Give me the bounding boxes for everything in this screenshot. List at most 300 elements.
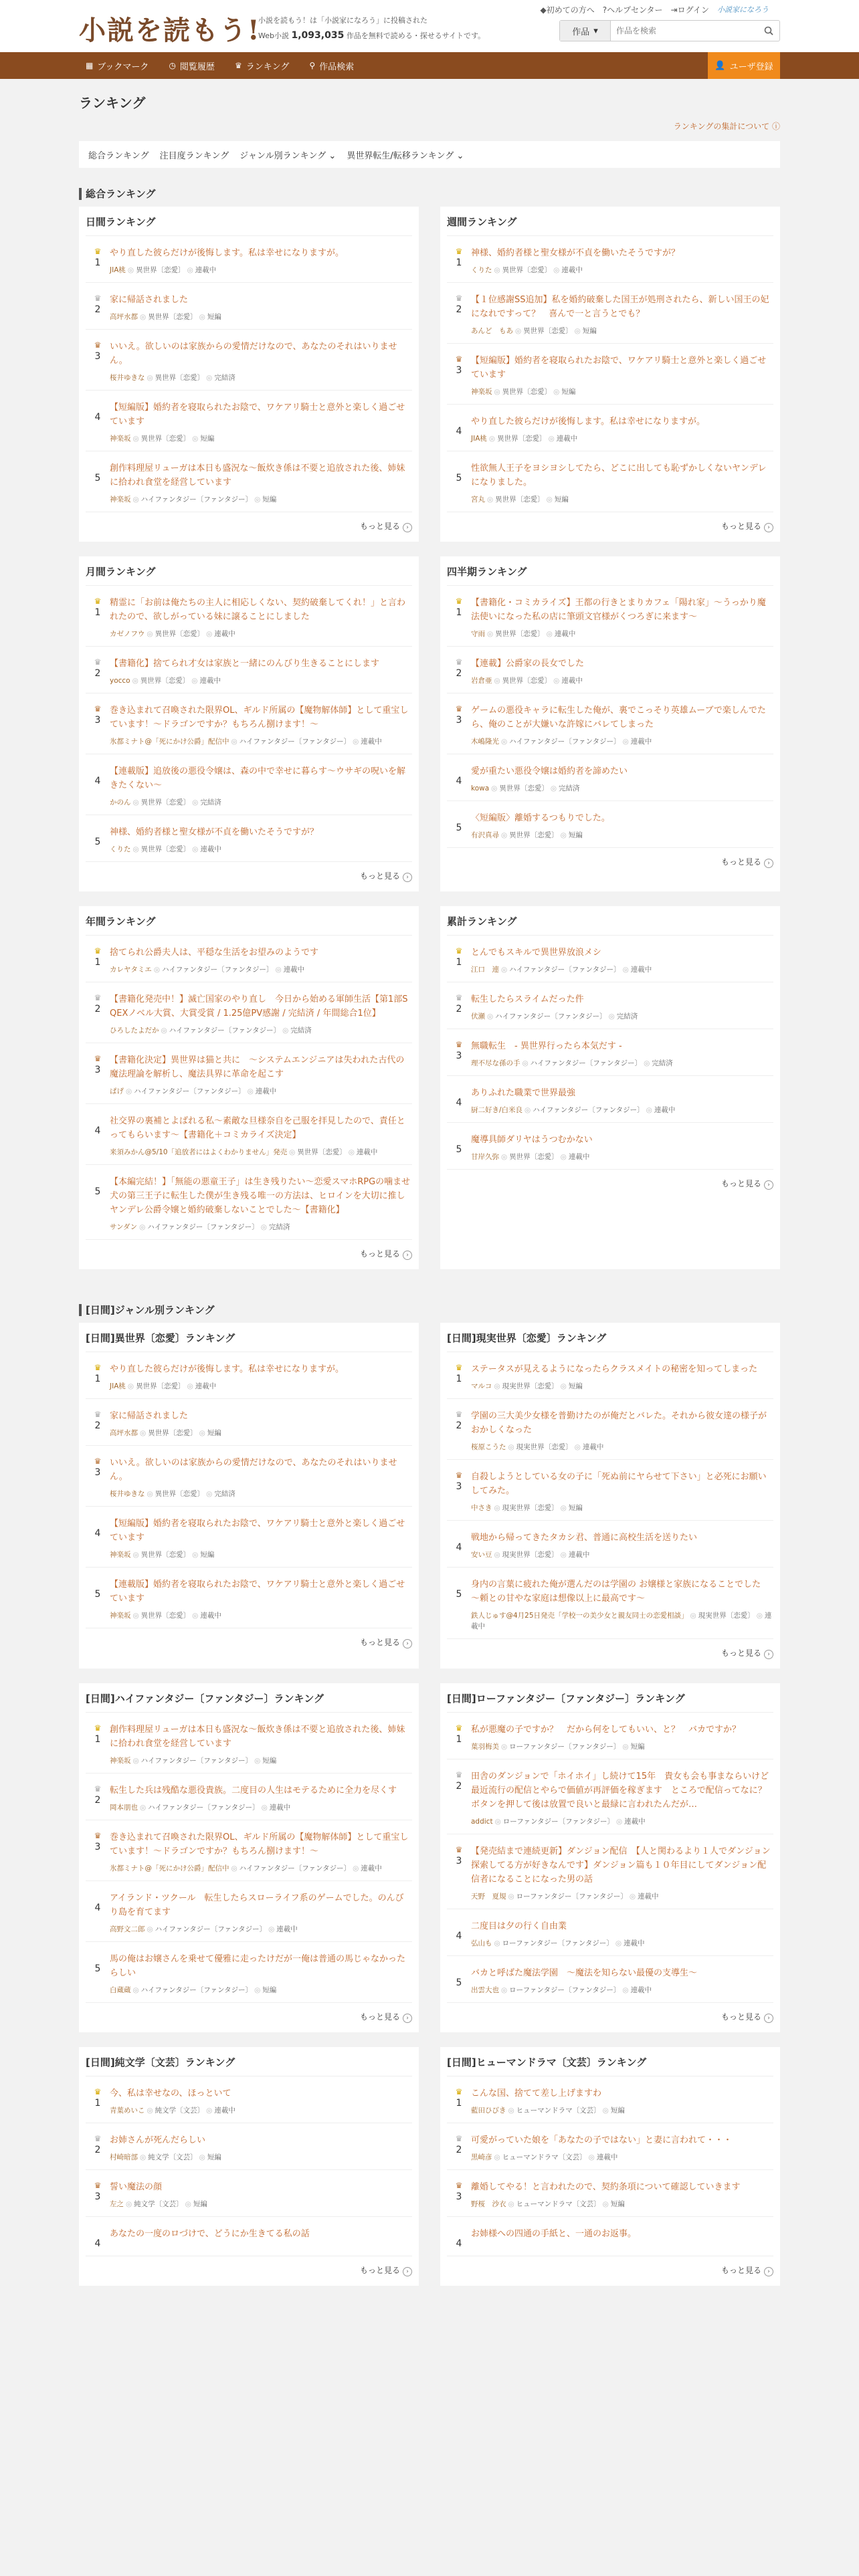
more-link[interactable]: もっと見る › bbox=[447, 1170, 773, 1194]
status-label: 完結済 bbox=[268, 1223, 290, 1231]
rank-badge: ♛ 3 bbox=[86, 1053, 110, 1097]
rank-badge: 4 bbox=[94, 1528, 101, 1539]
work-title-link[interactable]: 自殺しようとしている女の子に「死ぬ前にヤらせて下さい」と必死にお願いしてみた。 bbox=[471, 1472, 767, 1496]
status-label: 連載中 bbox=[638, 1893, 659, 1901]
work-title-link[interactable]: 魔導具師ダリヤはうつむかない bbox=[471, 1135, 593, 1145]
ranking-about-link[interactable]: ランキングの集計について ⓘ bbox=[673, 122, 780, 131]
author-link[interactable]: くりた bbox=[110, 845, 131, 853]
ranking-entry bbox=[447, 1460, 773, 1521]
rank-badge: ♛ 2 bbox=[86, 1783, 110, 1813]
ranking-entry bbox=[447, 2217, 773, 2256]
ranking-entry bbox=[86, 2217, 412, 2256]
panel-title: [日間]ヒューマンドラマ〔文芸〕ランキング bbox=[447, 2055, 773, 2076]
search-button[interactable] bbox=[758, 21, 779, 41]
rank-badge: 4 bbox=[94, 2238, 101, 2249]
entry-meta: JIA桃 ◎ 異世界〔恋愛〕 ◎ 連載中 bbox=[110, 266, 217, 274]
work-title-link[interactable]: 捨てられ公爵夫人は、平穏な生活をお望みのようです bbox=[110, 948, 319, 958]
ranking-entry bbox=[86, 1820, 412, 1881]
author-link[interactable]: 神楽坂 bbox=[110, 1551, 131, 1559]
entry-meta: カゼノフウ ◎ 異世界〔恋愛〕 ◎ 連載中 bbox=[110, 630, 235, 638]
rank-badge: 4 bbox=[456, 776, 462, 786]
nav-search[interactable]: ⚲ 作品検索 bbox=[309, 61, 355, 72]
entry-meta: 理不尽な孫の手 ◎ ハイファンタジー〔ファンタジー〕 ◎ 完結済 bbox=[471, 1059, 673, 1067]
nav-bookmark[interactable]: ▦ ブックマーク bbox=[86, 61, 149, 72]
work-title-link[interactable]: ゲームの悪役キャラに転生した俺が、裏でこっそり英雄ムーブで楽しんでたら、俺のことが大嫌いな許嫁にバレてしまった bbox=[471, 706, 766, 730]
entry-meta: かのん ◎ 異世界〔恋愛〕 ◎ 完結済 bbox=[110, 798, 221, 807]
status-label: 短編 bbox=[200, 1551, 215, 1559]
work-title-link[interactable]: 馬の俺はお嬢さんを乗せて優雅に走ったけだが一俺は普通の馬じゃなかったらしい bbox=[110, 1954, 406, 1978]
status-label: 連載中 bbox=[255, 1087, 277, 1095]
entry-meta: 左之 ◎ 純文学〔文芸〕 ◎ 短編 bbox=[110, 2200, 207, 2208]
genre-label: 純文学〔文芸〕 bbox=[134, 2200, 183, 2208]
ranking-entry bbox=[447, 1909, 773, 1956]
author-link[interactable]: 黒崎彦 bbox=[471, 2153, 492, 2161]
author-link[interactable]: 神楽坂 bbox=[110, 435, 131, 443]
rank-badge: ♛ 3 bbox=[86, 2179, 110, 2210]
author-link[interactable]: 氷都ミナト@「死にかけ公爵」配信中 bbox=[110, 1864, 229, 1872]
author-link[interactable]: addict bbox=[471, 1818, 493, 1826]
rank-badge: 4 bbox=[456, 1542, 462, 1553]
genre-label: ローファンタジー〔ファンタジー〕 bbox=[516, 1893, 628, 1901]
genre-label: 異世界〔恋愛〕 bbox=[140, 1551, 191, 1559]
gold-crown-icon: ♛ bbox=[455, 597, 463, 606]
status-label: 短編 bbox=[582, 327, 597, 335]
work-title-link[interactable]: やり直した彼らだけが後悔します。私は幸せになりますが。 bbox=[110, 1364, 344, 1374]
nav-history[interactable]: ◷ 閲覧履歴 bbox=[169, 61, 215, 72]
more-link[interactable]: もっと見る › bbox=[86, 1240, 412, 1264]
narou-brand-logo[interactable]: 小説家になろう bbox=[717, 5, 769, 14]
author-link[interactable]: かのん bbox=[110, 798, 131, 807]
work-title-link[interactable]: 【書籍化・コミカライズ】王都の行きとまりカフェ「陽れ家」～うっかり魔法使いになった私の店に筆頭文官様がくつろぎに来ます～ bbox=[471, 598, 766, 622]
author-link[interactable]: JIA桃 bbox=[471, 435, 487, 443]
silver-crown-icon: ♛ bbox=[455, 2134, 463, 2143]
status-label: 連載中 bbox=[200, 1612, 221, 1620]
author-link[interactable]: 理不尽な孫の手 bbox=[471, 1059, 520, 1067]
ranking-entry bbox=[86, 1568, 412, 1628]
work-title-link[interactable]: 〈短編版〉離婚するつもりでした。 bbox=[471, 813, 610, 823]
entry-meta: 神楽坂 ◎ ハイファンタジー〔ファンタジー〕 ◎ 短編 bbox=[110, 496, 277, 504]
entry-meta: 守雨 ◎ 異世界〔恋愛〕 ◎ 連載中 bbox=[471, 630, 576, 638]
gold-crown-icon: ♛ bbox=[94, 247, 102, 256]
author-link[interactable]: 神楽坂 bbox=[110, 496, 131, 504]
ranking-entry bbox=[86, 1774, 412, 1820]
search-type-select[interactable]: 作品 ▾ bbox=[560, 21, 611, 41]
rank-badge: ♛ 1 bbox=[447, 1362, 471, 1392]
more-link[interactable]: もっと見る › bbox=[447, 2003, 773, 2027]
author-link[interactable]: 木嶋隆光 bbox=[471, 738, 499, 746]
ranking-grid bbox=[79, 1323, 780, 2300]
author-link[interactable]: カレヤタミエ bbox=[110, 966, 152, 974]
author-link[interactable]: ひろしたよだか bbox=[110, 1027, 159, 1035]
tab-overall[interactable]: 総合ランキング bbox=[88, 150, 149, 161]
ranking-entry bbox=[86, 693, 412, 754]
author-link[interactable]: 出雲大也 bbox=[471, 1986, 499, 1994]
work-title-link[interactable]: アイランド・ツクール 転生したらスローライフ系のゲームでした。のんびり島を育てます bbox=[110, 1893, 404, 1917]
work-title-link[interactable]: 巻き込まれて召喚された限界OL、ギルド所属の【魔物解体師】として重宝しています！～ドラゴンですか？もちろん捌けます！～ bbox=[110, 1832, 409, 1856]
author-link[interactable]: JIA桃 bbox=[110, 266, 126, 274]
entry-meta: 弘山も ◎ ローファンタジー〔ファンタジー〕 ◎ 連載中 bbox=[471, 1939, 645, 1947]
author-link[interactable]: 氷都ミナト@「死にかけ公爵」配信中 bbox=[110, 738, 229, 746]
work-title-link[interactable]: 転生したらスライムだった件 bbox=[471, 994, 584, 1004]
work-title-link[interactable]: 【本編完結！】「無能の悪童王子」は生き残りたい～恋愛スマホRPGの噛ませ犬の第三王子に転生した僕が生き残る唯一の方法は、ヒロインを大切に推しヤンデレ公爵令嬢と婚約破棄しないことでした～【書籍化】 bbox=[110, 1177, 411, 1215]
author-link[interactable]: 鉄人じゅす@4月25日発売「学校一の美少女と親友同士の恋愛相談」 bbox=[471, 1612, 688, 1620]
ranking-entry bbox=[447, 405, 773, 451]
more-link[interactable]: もっと見る › bbox=[86, 862, 412, 886]
status-label: 連載中 bbox=[195, 1382, 217, 1390]
ranking-entry bbox=[86, 283, 412, 330]
author-link[interactable]: 葉羽梅美 bbox=[471, 1743, 499, 1751]
chevron-right-icon: › bbox=[764, 523, 773, 532]
search-input[interactable] bbox=[611, 21, 758, 41]
silver-crown-icon: ♛ bbox=[94, 1410, 102, 1419]
rank-badge: 4 bbox=[456, 426, 462, 437]
ranking-entry bbox=[447, 2123, 773, 2170]
more-link[interactable]: もっと見る › bbox=[86, 2003, 412, 2027]
work-title-link[interactable]: 【発売結まで連続更新】ダンジョン配信 【人と関わるより１人でダンジョン探索してる方が好きなんです】ダンジョン篇も１０年目にしてダンジョン配信者になることになった男の話 bbox=[471, 1846, 771, 1885]
rank-badge: ♛ 1 bbox=[447, 595, 471, 639]
silver-crown-icon: ♛ bbox=[455, 1410, 463, 1419]
genre-label: ヒューマンドラマ〔文芸〕 bbox=[516, 2107, 601, 2115]
more-link[interactable]: もっと見る › bbox=[86, 2256, 412, 2280]
chevron-right-icon: › bbox=[764, 1180, 773, 1190]
nav-ranking[interactable]: ♛ ランキング bbox=[234, 61, 290, 72]
ranking-panel bbox=[440, 1683, 780, 2032]
work-title-link[interactable]: とんでもスキルで異世界放浪メシ bbox=[471, 948, 601, 958]
work-title-link[interactable]: 【書籍化決定】異世界は猫と共に ～システムエンジニアは失われた古代の魔法理論を解析し、魔法具界に革命を起こす bbox=[110, 1055, 405, 1079]
entry-meta: 黒崎彦 ◎ ヒューマンドラマ〔文芸〕 ◎ 連載中 bbox=[471, 2153, 618, 2161]
entry-meta: 有沢真尋 ◎ 異世界〔恋愛〕 ◎ 短編 bbox=[471, 831, 583, 839]
entry-meta: くりた ◎ 異世界〔恋愛〕 ◎ 連載中 bbox=[110, 845, 221, 853]
status-label: 短編 bbox=[193, 2200, 207, 2208]
work-title-link[interactable]: 【短編版】婚約者を寝取られたお陰で、ワケアリ騎士と意外と楽しく過ごせています bbox=[110, 403, 405, 427]
genre-label: 異世界〔恋愛〕 bbox=[297, 1148, 347, 1156]
author-link[interactable]: サンダン bbox=[110, 1223, 138, 1231]
work-title-link[interactable]: 【短編版】婚約者を寝取られたお陰で、ワケアリ騎士と意外と楽しく過ごせています bbox=[110, 1519, 405, 1543]
more-link[interactable]: もっと見る › bbox=[447, 1639, 773, 1663]
genre-label: 異世界〔恋愛〕 bbox=[499, 784, 549, 792]
status-label: 連載中 bbox=[276, 1925, 298, 1933]
ranking-entry bbox=[447, 236, 773, 283]
status-label: 連載中 bbox=[200, 845, 221, 853]
author-link[interactable]: 岡本朋也 bbox=[110, 1804, 138, 1812]
entry-meta: 神楽坂 ◎ 異世界〔恋愛〕 ◎ 短編 bbox=[110, 435, 215, 443]
work-title-link[interactable]: 転生した兵は残酷な悪役貴族。二度目の人生はモテるために全力を尽くす bbox=[110, 1786, 397, 1796]
status-label: 完結済 bbox=[559, 784, 580, 792]
author-link[interactable]: あんど もあ bbox=[471, 327, 513, 335]
author-link[interactable]: マルコ bbox=[471, 1382, 492, 1390]
genre-label: 異世界〔恋愛〕 bbox=[140, 798, 191, 807]
work-title-link[interactable]: 神様、婚約者様と聖女様が不貞を働いたそうですが？ bbox=[471, 248, 680, 258]
work-title-link[interactable]: 離婚してやる！と言われたので、契約条項について確認していきます bbox=[471, 2182, 741, 2192]
work-title-link[interactable]: 身内の言葉に疲れた俺が選んだのは学園の お嬢様と家族になることでした ～頼との甘やな家庭は想像以上に最高です～ bbox=[471, 1580, 770, 1604]
rank-badge: ♛ 2 bbox=[447, 1408, 471, 1453]
author-link[interactable]: 桜井ゆきな bbox=[110, 374, 145, 382]
search-icon bbox=[764, 26, 773, 35]
genre-label: 現実世界〔恋愛〕 bbox=[502, 1551, 559, 1559]
rank-badge: ♛ 2 bbox=[86, 2133, 110, 2163]
work-title-link[interactable]: お姉様への四通の手紙と、一通のお返事。 bbox=[471, 2229, 637, 2239]
work-title-link[interactable]: あなたの一度のロづけで、どうにか生きてる私の話 bbox=[110, 2229, 310, 2239]
genre-label: ハイファンタジー〔ファンタジー〕 bbox=[509, 966, 621, 974]
work-title-link[interactable]: お姉さんが死んだらしい bbox=[110, 2135, 206, 2145]
status-label: 連載中 bbox=[214, 630, 235, 638]
rank-badge: ♛ 3 bbox=[447, 1844, 471, 1902]
work-title-link[interactable]: 二度目は夕の行く自由業 bbox=[471, 1921, 567, 1931]
main-nav bbox=[0, 52, 859, 79]
rank-badge: 4 bbox=[94, 1903, 101, 1913]
author-link[interactable]: 中さき bbox=[471, 1504, 492, 1512]
author-link[interactable]: 高坪水都 bbox=[110, 1429, 138, 1437]
status-label: 短編 bbox=[610, 2107, 625, 2115]
author-link[interactable]: 桜原こうた bbox=[471, 1443, 506, 1451]
status-label: 連載中 bbox=[624, 1939, 645, 1947]
ranking-entry bbox=[447, 801, 773, 848]
entry-meta: ひろしたよだか ◎ ハイファンタジー〔ファンタジー〕 ◎ 完結済 bbox=[110, 1027, 312, 1035]
entry-meta: マルコ ◎ 現実世界〔恋愛〕 ◎ 短編 bbox=[471, 1382, 583, 1390]
author-link[interactable]: 甘岸久弥 bbox=[471, 1153, 499, 1161]
work-title-link[interactable]: 【連載版】追放後の悪役令嬢は、森の中で幸せに暮らす～ウサギの呪いを解きたくない～ bbox=[110, 766, 406, 790]
work-title-link[interactable]: 【書籍化】捨てられ才女は家族と一緒にのんびり生きることにします bbox=[110, 659, 380, 669]
author-link[interactable]: yocco bbox=[110, 677, 130, 685]
status-label: 連載中 bbox=[269, 1804, 291, 1812]
author-link[interactable]: 左之 bbox=[110, 2200, 124, 2208]
genre-label: 異世界〔恋愛〕 bbox=[136, 266, 185, 274]
status-label: 連載中 bbox=[214, 2107, 235, 2115]
rank-badge: ♛ 1 bbox=[86, 1722, 110, 1766]
work-title-link[interactable]: 巻き込まれて召喚された限界OL、ギルド所属の【魔物解体師】として重宝しています！～ドラゴンですか？もちろん捌けます！～ bbox=[110, 706, 409, 730]
entry-meta: 高坪水都 ◎ 異世界〔恋愛〕 ◎ 短編 bbox=[110, 313, 221, 321]
author-link[interactable]: 神楽坂 bbox=[110, 1757, 131, 1765]
work-title-link[interactable]: 【短編版】婚約者を寝取られたお陰で、ワケアリ騎士と意外と楽しく過ごせています bbox=[471, 356, 767, 380]
work-title-link[interactable]: 創作料理屋リューガは本日も盛況な～飯炊き係は不要と追放された後、姉妹に拾われ食堂を経営しています bbox=[110, 463, 405, 488]
author-link[interactable]: 来須みかん@5/10「追放者にはよくわかりません」発売 bbox=[110, 1148, 288, 1156]
work-title-link[interactable]: 無職転生 - 異世界行ったら本気だす - bbox=[471, 1041, 622, 1051]
status-label: 連載中 bbox=[471, 1612, 772, 1630]
status-label: 短編 bbox=[568, 1504, 583, 1512]
work-title-link[interactable]: いいえ。欲しいのは家族からの愛情だけなので、あなたのそれはいりません。 bbox=[110, 1458, 397, 1482]
work-title-link[interactable]: バカと呼ばた魔法学園 ～魔法を知らない最優の支導生～ bbox=[471, 1968, 698, 1978]
ranking-entry bbox=[86, 1352, 412, 1399]
ranking-panel bbox=[79, 906, 419, 1269]
login-link[interactable]: ⇥ログイン bbox=[670, 5, 709, 15]
author-link[interactable]: 岩倉亜 bbox=[471, 677, 492, 685]
author-link[interactable]: 桜井ゆきな bbox=[110, 1490, 145, 1498]
work-title-link[interactable]: 可愛がっていた娘を「あなたの子ではない」と妻に言われて・・・ bbox=[471, 2135, 733, 2145]
entry-meta: あんど もあ ◎ 異世界〔恋愛〕 ◎ 短編 bbox=[471, 327, 597, 335]
ranking-entry bbox=[447, 1352, 773, 1399]
ranking-entry bbox=[86, 2076, 412, 2123]
genre-label: 異世界〔恋愛〕 bbox=[155, 1490, 205, 1498]
work-title-link[interactable]: 【連載版】婚約者を寝取られたお陰で、ワケアリ騎士と意外と楽しく過ごせています bbox=[110, 1580, 405, 1604]
chevron-right-icon: › bbox=[403, 1639, 412, 1648]
status-label: 連載中 bbox=[199, 677, 221, 685]
work-title-link[interactable]: 性欲無人王子をヨシヨシしてたら、どこに出しても恥ずかしくないヤンデレになりました。 bbox=[471, 463, 767, 488]
ranking-panel bbox=[440, 1323, 780, 1669]
work-title-link[interactable]: 誓い魔法の顔 bbox=[110, 2182, 163, 2192]
author-link[interactable]: 江口 連 bbox=[471, 966, 499, 974]
ranking-entry bbox=[447, 451, 773, 512]
ranking-tabs bbox=[79, 141, 780, 168]
genre-label: ハイファンタジー〔ファンタジー〕 bbox=[169, 1027, 281, 1035]
rank-badge: 4 bbox=[94, 412, 101, 423]
author-link[interactable]: 村崎暗部 bbox=[110, 2153, 138, 2161]
author-link[interactable]: 藍田ひびき bbox=[471, 2107, 506, 2115]
work-title-link[interactable]: やり直した彼らだけが後悔します。私は幸せになりますが。 bbox=[110, 248, 344, 258]
author-link[interactable]: カゼノフウ bbox=[110, 630, 145, 638]
work-title-link[interactable]: 【書籍化発売中！】滅亡国家のやり直し 今日から始める軍師生活【第1部SQEXノベル大賞、大賞受賞 / 1.25億PV感謝 / 完結済 / 年間総合1位】 bbox=[110, 994, 408, 1018]
ranking-entry bbox=[447, 283, 773, 344]
ranking-entry bbox=[447, 1568, 773, 1639]
author-link[interactable]: 安い豆 bbox=[471, 1551, 492, 1559]
work-title-link[interactable]: 学園の三大美少女様を普勤けたのが俺だとバレた。それから彼女達の様子がおかしくなった bbox=[471, 1411, 767, 1435]
genre-label: 異世界〔恋愛〕 bbox=[497, 435, 547, 443]
beginner-link[interactable]: ◆初めての方へ bbox=[540, 5, 595, 15]
panel-title: [日間]ローファンタジー〔ファンタジー〕ランキング bbox=[447, 1691, 773, 1713]
work-title-link[interactable]: こんな国、捨てて差し上げますわ bbox=[471, 2088, 602, 2099]
author-link[interactable]: 白蔵蔵 bbox=[110, 1986, 131, 1994]
more-link[interactable]: もっと見る › bbox=[86, 512, 412, 536]
work-title-link[interactable]: ありふれた職業で世界最強 bbox=[471, 1088, 576, 1098]
bronze-crown-icon: ♛ bbox=[455, 354, 463, 364]
genre-label: ハイファンタジー〔ファンタジー〕 bbox=[239, 1864, 351, 1872]
work-title-link[interactable]: 【連載】公爵家の長女でした bbox=[471, 659, 585, 669]
ranking-sections bbox=[79, 188, 780, 2300]
work-title-link[interactable]: 社交界の裏補とよばれる私～素敵な旦様奈自を己服を拝見したので、責任とってもらいます～【書籍化＋コミカライズ決定】 bbox=[110, 1116, 405, 1140]
status-label: 完結済 bbox=[200, 798, 221, 807]
work-title-link[interactable]: 今、私は幸せなの、ほっといて bbox=[110, 2088, 231, 2099]
author-link[interactable]: 伏瀬 bbox=[471, 1012, 485, 1021]
author-link[interactable]: 青葉めいこ bbox=[110, 2107, 145, 2115]
status-label: 短編 bbox=[262, 496, 277, 504]
tab-genre[interactable]: ジャンル別ランキング ⌄ bbox=[240, 150, 337, 161]
author-link[interactable]: 有沢真尋 bbox=[471, 831, 499, 839]
ranking-entry bbox=[86, 1507, 412, 1568]
more-link[interactable]: もっと見る › bbox=[86, 1628, 412, 1652]
author-link[interactable]: 厨二好き/白米良 bbox=[471, 1106, 523, 1114]
author-link[interactable]: JIA桃 bbox=[110, 1382, 126, 1390]
status-label: 短編 bbox=[207, 313, 221, 321]
ranking-panel bbox=[440, 556, 780, 891]
chevron-right-icon: › bbox=[764, 2014, 773, 2023]
status-label: 短編 bbox=[262, 1986, 277, 1994]
genre-label: ローファンタジー〔ファンタジー〕 bbox=[509, 1986, 621, 1994]
author-link[interactable]: 宮丸 bbox=[471, 496, 485, 504]
work-title-link[interactable]: 精霊に「お前は俺たちの主人に相応しくない、契約破棄してくれ！」と言われたので、欲しがっている妹に譲ることにしました bbox=[110, 598, 406, 622]
author-link[interactable]: 神楽坂 bbox=[110, 1612, 131, 1620]
rank-badge: ♛ 3 bbox=[447, 2179, 471, 2210]
bronze-crown-icon: ♛ bbox=[94, 1054, 102, 1063]
status-label: 短編 bbox=[207, 1429, 221, 1437]
ranking-entry bbox=[86, 1942, 412, 2003]
entry-meta: JIA桃 ◎ 異世界〔恋愛〕 ◎ 連載中 bbox=[110, 1382, 217, 1390]
gold-crown-icon: ♛ bbox=[455, 1363, 463, 1372]
entry-meta: 宮丸 ◎ 異世界〔恋愛〕 ◎ 短編 bbox=[471, 496, 569, 504]
author-link[interactable]: 野桜 沙衣 bbox=[471, 2200, 506, 2208]
rank-badge: ♛ 1 bbox=[86, 2086, 110, 2116]
ranking-entry bbox=[447, 1399, 773, 1460]
entry-meta: 青葉めいこ ◎ 純文学〔文芸〕 ◎ 連載中 bbox=[110, 2107, 235, 2115]
entry-meta: 神楽坂 ◎ 異世界〔恋愛〕 ◎ 短編 bbox=[110, 1551, 215, 1559]
panel-title: 四半期ランキング bbox=[447, 564, 773, 586]
work-title-link[interactable]: いいえ。欲しいのは家族からの愛情だけなので、あなたのそれはいりません。 bbox=[110, 342, 397, 366]
chevron-right-icon: › bbox=[403, 523, 412, 532]
tab-attention[interactable]: 注目度ランキング bbox=[159, 150, 229, 161]
rank-badge: ♛ 1 bbox=[86, 1362, 110, 1392]
work-title-link[interactable]: 田舎のダンジョンで「ホイホイ」し続けて15年 貴女も会も事まならいけど最近流行の配信とやらで価値が再評価を稼ぎます ところで配信ってなに？ボタンを押して後は放置で良いと最緑に言われたんだが… bbox=[471, 1772, 769, 1810]
genre-label: 異世界〔恋愛〕 bbox=[502, 266, 552, 274]
work-title-link[interactable]: 神様、婚約者様と聖女様が不貞を働いたそうですが？ bbox=[110, 827, 319, 837]
status-label: 完結済 bbox=[616, 1012, 638, 1021]
genre-label: ハイファンタジー〔ファンタジー〕 bbox=[140, 1986, 253, 1994]
entry-meta: 天野 夏規 ◎ ローファンタジー〔ファンタジー〕 ◎ 連載中 bbox=[471, 1893, 659, 1901]
rank-badge: ♛ 2 bbox=[447, 992, 471, 1022]
genre-label: 異世界〔恋愛〕 bbox=[502, 677, 552, 685]
ranking-entry bbox=[447, 693, 773, 754]
work-title-link[interactable]: 私が悪魔の子ですか？ だから何をしてもいい、と？ バカですか？ bbox=[471, 1725, 741, 1735]
rank-badge: 5 bbox=[456, 1589, 462, 1600]
work-title-link[interactable]: 家に帰話されました bbox=[110, 295, 189, 305]
tab-isekai[interactable]: 異世界転生/転移ランキング ⌄ bbox=[347, 150, 464, 161]
author-link[interactable]: 弘山も bbox=[471, 1939, 492, 1947]
entry-meta: サンダン ◎ ハイファンタジー〔ファンタジー〕 ◎ 完結済 bbox=[110, 1223, 290, 1231]
author-link[interactable]: くりた bbox=[471, 266, 492, 274]
author-link[interactable]: 神楽坂 bbox=[471, 388, 492, 396]
top-links bbox=[541, 4, 769, 15]
rank-badge: 5 bbox=[94, 473, 101, 484]
rank-badge: ♛ 3 bbox=[86, 703, 110, 747]
work-title-link[interactable]: 創作料理屋リューガは本日も盛況な～飯炊き係は不要と追放された後、姉妹に拾われ食堂を経営しています bbox=[110, 1725, 405, 1749]
work-title-link[interactable]: 愛が重たい悪役令嬢は婚約者を諦めたい bbox=[471, 766, 628, 776]
author-link[interactable]: 高坪水都 bbox=[110, 313, 138, 321]
register-button[interactable]: 👤 ユーザ登録 bbox=[708, 52, 780, 79]
genre-label: ハイファンタジー〔ファンタジー〕 bbox=[533, 1106, 644, 1114]
rank-badge: ♛ 3 bbox=[86, 1455, 110, 1499]
panel-title: 年間ランキング bbox=[86, 914, 412, 936]
site-logo[interactable]: 小説を読もう! bbox=[79, 15, 261, 46]
rank-badge: 4 bbox=[94, 776, 101, 786]
work-title-link[interactable]: やり直した彼らだけが後悔します。私は幸せになりますが。 bbox=[471, 417, 705, 427]
history-icon: ◷ bbox=[169, 61, 176, 70]
more-link[interactable]: もっと見る › bbox=[447, 2256, 773, 2280]
site-tagline: 小説を読もう！は「小説家になろう」に投稿された Web小説 1,093,035 作品を無料で読める・探せるサイトです。 bbox=[258, 16, 486, 41]
rank-badge: ♛ 1 bbox=[447, 945, 471, 975]
ranking-entry bbox=[86, 815, 412, 862]
genre-label: ハイファンタジー〔ファンタジー〕 bbox=[239, 738, 351, 746]
work-title-link[interactable]: 戦地から帰ってきたタカシ君、普通に高校生活を送りたい bbox=[471, 1533, 698, 1543]
entry-meta: 神楽坂 ◎ 異世界〔恋愛〕 ◎ 短編 bbox=[471, 388, 576, 396]
gold-crown-icon: ♛ bbox=[94, 1363, 102, 1372]
author-link[interactable]: 守雨 bbox=[471, 630, 485, 638]
more-link[interactable]: もっと見る › bbox=[447, 512, 773, 536]
genre-label: 異世界〔恋愛〕 bbox=[495, 496, 545, 504]
silver-crown-icon: ♛ bbox=[94, 1784, 102, 1794]
author-link[interactable]: ぱげ bbox=[110, 1087, 124, 1095]
author-link[interactable]: 天野 夏規 bbox=[471, 1893, 506, 1901]
more-link[interactable]: もっと見る › bbox=[447, 848, 773, 872]
panel-title: 週間ランキング bbox=[447, 215, 773, 236]
author-link[interactable]: 高野文二郎 bbox=[110, 1925, 145, 1933]
work-title-link[interactable]: ステータスが見えるようになったらクラスメイトの秘密を知ってしまった bbox=[471, 1364, 758, 1374]
status-label: 短編 bbox=[207, 2153, 221, 2161]
author-link[interactable]: kowa bbox=[471, 784, 490, 792]
work-title-link[interactable]: 【１位感謝SS追加】私を婚約破棄した国王が処刑されたら、新しい国王の妃になれですって？ 喜んで一と言うとでも？ bbox=[471, 295, 769, 319]
status-label: 連載中 bbox=[624, 1818, 646, 1826]
rank-badge: 4 bbox=[94, 1125, 101, 1136]
work-title-link[interactable]: 家に帰話されました bbox=[110, 1411, 189, 1421]
help-link[interactable]: ?ヘルプセンター bbox=[602, 5, 663, 15]
panel-title: [日間]純文学〔文芸〕ランキング bbox=[86, 2055, 412, 2076]
rank-badge: ♛ 1 bbox=[86, 245, 110, 276]
